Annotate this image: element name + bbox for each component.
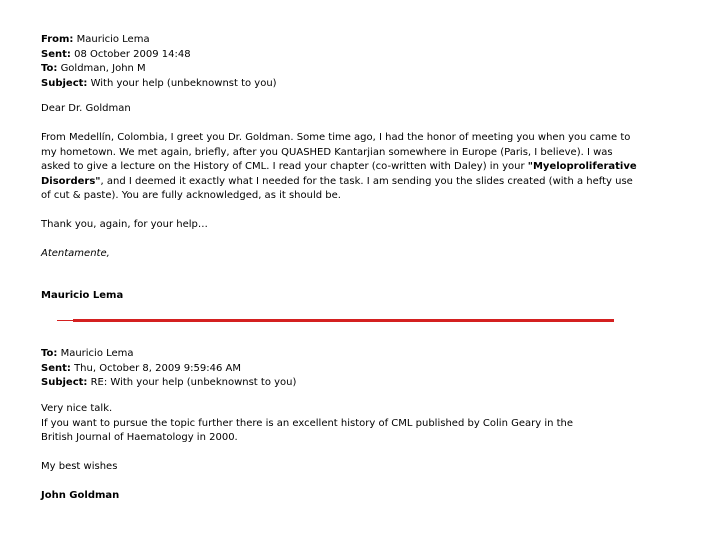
sent-label: Sent: (41, 48, 71, 60)
first-signature-name: Mauricio Lema (41, 290, 124, 301)
reply-subject-row (41, 376, 296, 391)
reply-sent-row (41, 362, 296, 377)
first-email-header (41, 33, 277, 91)
reply-signature (41, 489, 119, 504)
from-row (41, 33, 277, 48)
closing-text: Atentamente, (41, 248, 110, 259)
subject-row (41, 77, 277, 92)
book-title: "Myeloproliferative Disorders" (41, 161, 637, 187)
greeting: Dear Dr. Goldman (41, 103, 131, 114)
best-wishes: My best wishes (41, 461, 118, 472)
red-divider (73, 319, 614, 322)
reply-email-header (41, 347, 296, 391)
first-signature (41, 289, 123, 304)
to-row (41, 62, 277, 77)
reply-body (41, 402, 573, 446)
thanks-line: Thank you, again, for your help… (41, 219, 208, 230)
reply-line-3: British Journal of Haematology in 2000. (41, 432, 238, 443)
closing-line (41, 247, 110, 262)
body-text-end: , and I deemed it exactly what I needed for the task. I am sending you the slides created (with a hefty use of cut & paste). You are fully acknowledged, as it should be. (41, 175, 633, 201)
reply-line-1: Very nice talk. (41, 403, 113, 414)
subject-label: Subject: (41, 77, 88, 89)
from-value: Mauricio Lema (76, 34, 150, 45)
sent-row (41, 48, 277, 63)
reply-sent-value: Thu, October 8, 2009 9:59:46 AM (74, 362, 241, 374)
reply-subject-label: Subject: (41, 377, 88, 388)
reply-to-label: To: (41, 348, 58, 359)
divider-left-stub (57, 320, 73, 321)
reply-to-value: Mauricio Lema (60, 348, 134, 359)
to-label: To: (41, 63, 58, 74)
sent-value: 08 October 2009 14:48 (74, 48, 191, 60)
reply-line-2: If you want to pursue the topic further there is an excellent history of CML published by Colin Geary in the (41, 417, 574, 429)
to-value: Goldman, John M (60, 63, 146, 74)
reply-signature-name: John Goldman (41, 490, 120, 501)
reply-sent-label: Sent: (41, 362, 71, 374)
first-email-body (41, 131, 641, 204)
subject-value: With your help (unbeknownst to you) (90, 77, 277, 89)
reply-to-row (41, 347, 296, 362)
body-text-start: From Medellín, Colombia, I greet you Dr. Goldman. Some time ago, I had the honor of meeting you when you came to my hometown. We met again, briefly, after you QUASHED Kantarjian somewhere in Europe (Paris, I believe). I was asked to give a lecture on the History of CML. I read your chapter (co-written with Daley) in your (41, 132, 631, 172)
reply-subject-value: RE: With your help (unbeknownst to you) (90, 377, 297, 388)
from-label: From: (41, 34, 74, 45)
